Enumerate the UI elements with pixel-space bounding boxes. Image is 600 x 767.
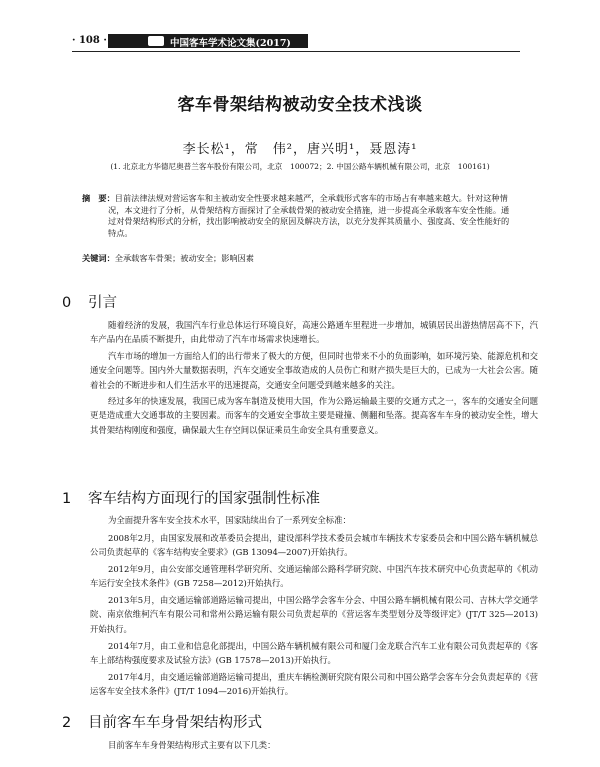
section-heading bbox=[62, 291, 117, 312]
paragraph: 随着经济的发展，我国汽车行业总体运行环境良好，高速公路通车里程进一步增加，城镇居民出游热情居高不下，汽车产品内在品质不断提升，由此带动了汽车市场需求快速增长。 bbox=[90, 320, 538, 345]
section-title: 客车结构方面现行的国家强制性标准 bbox=[88, 491, 320, 507]
keywords bbox=[82, 253, 514, 264]
journal-logo-icon bbox=[148, 36, 164, 46]
keywords-text: 全承载客车骨架；被动安全；影响因素 bbox=[114, 253, 254, 263]
abstract bbox=[82, 193, 514, 239]
section-heading bbox=[62, 487, 320, 508]
section-title: 引言 bbox=[88, 295, 117, 311]
paragraph: 2014年7月，由工业和信息化部提出，中国公路车辆机械有限公司和厦门金龙联合汽车工业有限公司负责起草的《客车上部结构强度要求及试验方法》(GB 17578—2013)开始执行。 bbox=[90, 641, 538, 666]
section-number: 1 bbox=[62, 491, 72, 507]
journal-title: 中国客车学术论文集(2017) bbox=[170, 38, 291, 49]
paragraph: 2008年2月，由国家发展和改革委员会提出，建设部科学技术委员会城市车辆技术专家委员会和中国公路车辆机械总公司负责起草的《客车结构安全要求》(GB 13094—2007)开始执行。 bbox=[90, 533, 538, 558]
paper-title: 客车骨架结构被动安全技术浅谈 bbox=[177, 95, 423, 115]
paragraph: 目前客车车身骨架结构形式主要有以下几类： bbox=[108, 740, 276, 750]
paragraph: 经过多年的快速发展，我国已成为客车制造及使用大国，作为公路运输最主要的交通方式之一，客车的交通安全问题更是造成重大交通事故的主要因素。而客车的交通安全事故主要是碰撞、侧翻和坠落。提高客车车身的被动安全性，增大其骨架结构刚度和强度，确保最大生存空间以保证乘员生命安全具有重要意义。 bbox=[90, 396, 538, 435]
authors: 李长松¹，常 伟²，唐兴明¹，聂恩涛¹ bbox=[182, 142, 418, 157]
section-number: 2 bbox=[62, 715, 72, 731]
paragraph: 2013年5月，由交通运输部道路运输司提出，中国公路学会客车分会、中国公路车辆机械有限公司、吉林大学交通学院、南京依维柯汽车有限公司和常州公路运输有限公司负责起草的《营运客车类型划分及等级评定》(JT/T 325—2013)开始执行。 bbox=[90, 595, 538, 634]
header-rule bbox=[72, 51, 520, 52]
paragraph: 汽车市场的增加一方面给人们的出行带来了极大的方便，但同时也带来不小的负面影响，如环境污染、能源危机和交通安全问题等。国内外大量数据表明，汽车交通安全事故造成的人员伤亡和财产损失是巨大的，已成为一大社会公害。随着社会的不断进步和人们生活水平的迅速提高，交通安全问题受到越来越多的关注。 bbox=[90, 351, 538, 390]
page-number: · 108 · bbox=[72, 35, 107, 46]
abstract-text: 目前法律法规对营运客车和主被动安全性要求越来越严，全承载形式客车的市场占有率越来越大。针对这种情况，本文进行了分析，从骨架结构方面探讨了全承载骨架的被动安全措施，进一步提高全承载客车安全性能。通过对骨架结构形式的分析，找出影响被动安全的原因及解决方法，以充分发挥其质量小、强度高、安全性能好的特点。 bbox=[108, 193, 510, 238]
journal-banner bbox=[108, 34, 308, 48]
paragraph: 为全面提升客车安全技术水平，国家陆续出台了一系列安全标准： bbox=[108, 515, 351, 525]
section-number: 0 bbox=[62, 295, 72, 311]
abstract-label: 摘 要： bbox=[82, 193, 115, 203]
keywords-label: 关键词： bbox=[82, 253, 115, 263]
affiliation: (1. 北京北方华德尼奥普兰客车股份有限公司，北京 100072；2. 中国公路车辆机械有限公司，北京 100161) bbox=[110, 162, 490, 171]
paragraph: 2017年4月，由交通运输部道路运输司提出，重庆车辆检测研究院有限公司和中国公路学会客车分会负责起草的《营运客车安全技术条件》(JT/T 1094—2016)开始执行。 bbox=[90, 672, 538, 697]
running-header bbox=[72, 34, 520, 50]
section-heading bbox=[62, 711, 262, 732]
section-title: 目前客车车身骨架结构形式 bbox=[88, 715, 262, 731]
paragraph: 2012年9月，由公安部交通管理科学研究所、交通运输部公路科学研究院、中国汽车技术研究中心负责起草的《机动车运行安全技术条件》(GB 7258—2012)开始执行。 bbox=[90, 564, 538, 589]
